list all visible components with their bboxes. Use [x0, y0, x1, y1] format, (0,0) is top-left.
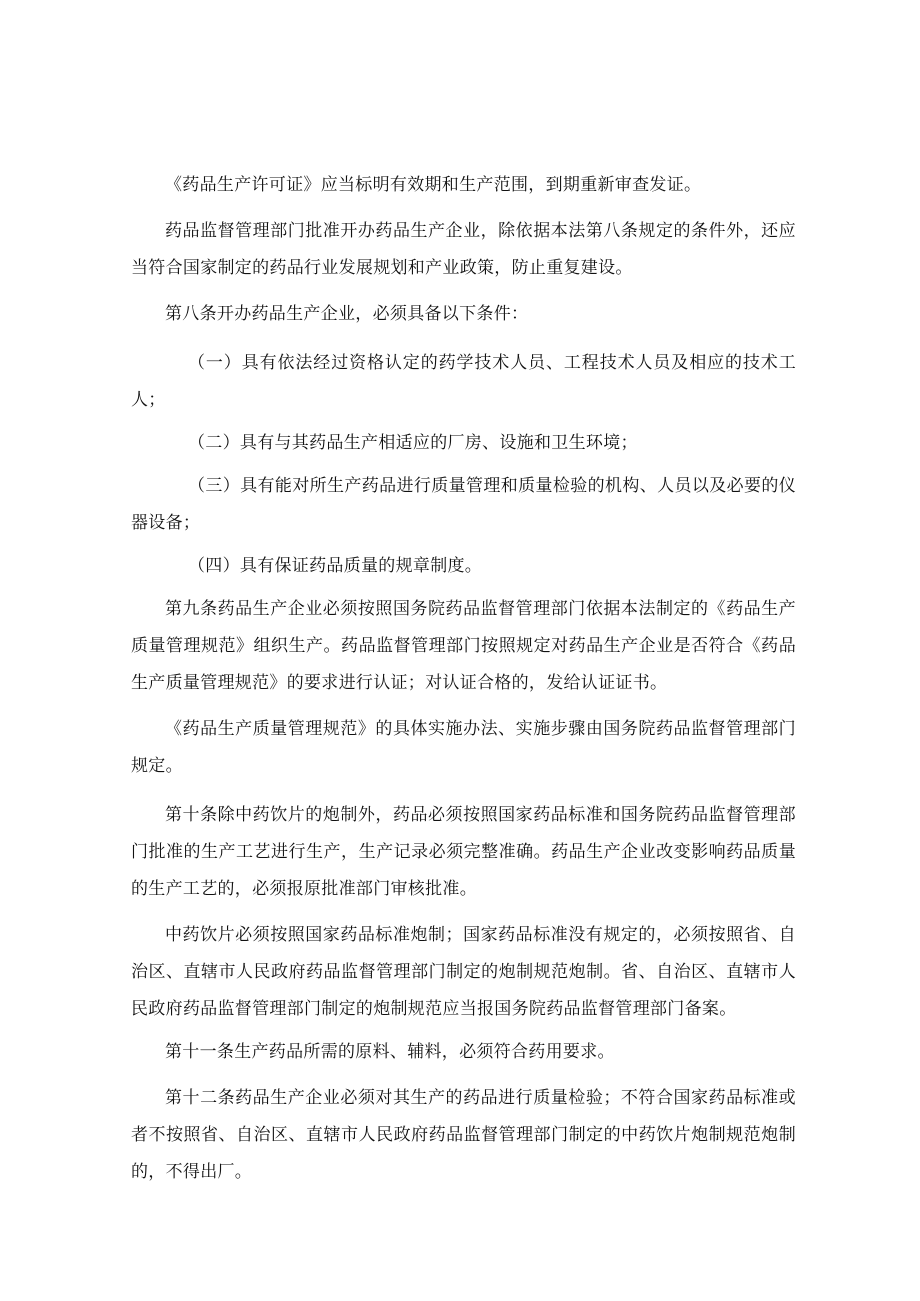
document-body: [131, 167, 796, 1191]
paragraph-approval-conditions: 药品监督管理部门批准开办药品生产企业，除依据本法第八条规定的条件外，还应当符合国家制定的药品行业发展规划和产业政策，防止重复建设。: [131, 221, 796, 278]
paragraph-article-10: 第十条除中药饮片的炮制外，药品必须按照国家药品标准和国务院药品监督管理部门批准的生产工艺进行生产，生产记录必须完整准确。药品生产企业改变影响药品质量的生产工艺的，必须报原批准部门审核批准。: [131, 805, 796, 899]
paragraph-item-2: （二）具有与其药品生产相适应的厂房、设施和卫生环境；: [188, 433, 638, 453]
paragraph-article-9: 第九条药品生产企业必须按照国务院药品监督管理部门依据本法制定的《药品生产质量管理规范》组织生产。药品监督管理部门按照规定对药品生产企业是否符合《药品生产质量管理规范》的要求进行认证；对认证合格的，发给认证证书。: [131, 599, 796, 693]
paragraph-item-1: （一）具有依法经过资格认定的药学技术人员、工程技术人员及相应的技术工人；: [131, 353, 796, 410]
paragraph-gmp-implementation: 《药品生产质量管理规范》的具体实施办法、实施步骤由国务院药品监督管理部门规定。: [131, 719, 796, 776]
paragraph-article-12: 第十二条药品生产企业必须对其生产的药品进行质量检验；不符合国家药品标准或者不按照省、自治区、直辖市人民政府药品监督管理部门制定的中药饮片炮制规范炮制的，不得出厂。: [131, 1088, 796, 1182]
paragraph-article-11: 第十一条生产药品所需的原料、辅料，必须符合药用要求。: [165, 1042, 615, 1062]
paragraph-herbal-processing: 中药饮片必须按照国家药品标准炮制；国家药品标准没有规定的，必须按照省、自治区、直辖市人民政府药品监督管理部门制定的炮制规范炮制。省、自治区、直辖市人民政府药品监督管理部门制定的炮制规范应当报国务院药品监督管理部门备案。: [131, 925, 796, 1019]
paragraph-license-validity: 《药品生产许可证》应当标明有效期和生产范围，到期重新审查发证。: [165, 175, 702, 195]
paragraph-article-8: 第八条开办药品生产企业，必须具备以下条件：: [165, 304, 529, 324]
paragraph-item-3: （三）具有能对所生产药品进行质量管理和质量检验的机构、人员以及必要的仪器设备；: [131, 476, 796, 533]
paragraph-item-4: （四）具有保证药品质量的规章制度。: [188, 556, 483, 576]
